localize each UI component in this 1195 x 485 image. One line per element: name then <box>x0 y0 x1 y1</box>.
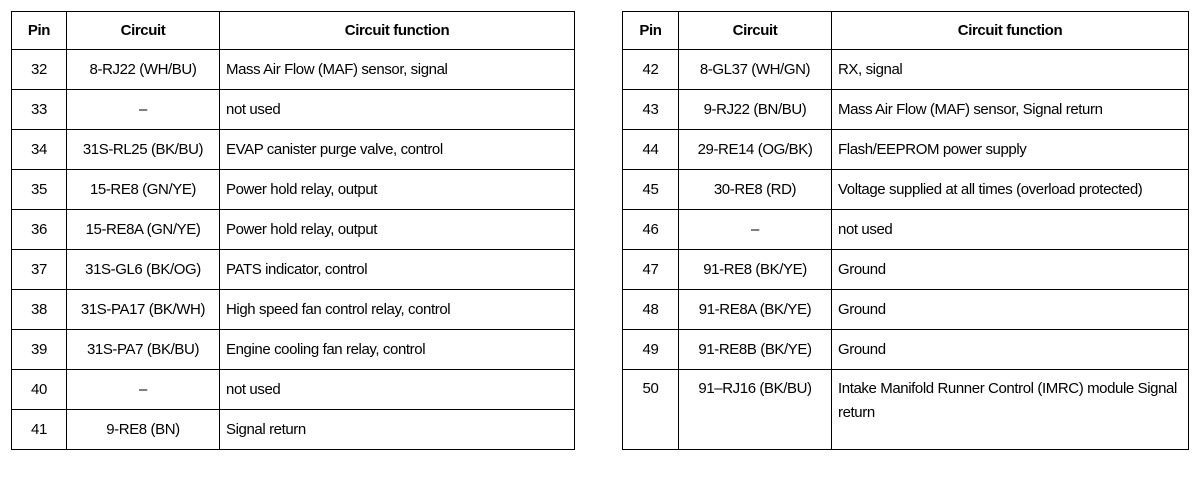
function-cell: not used <box>220 370 575 410</box>
pin-cell: 38 <box>12 290 67 330</box>
pin-cell: 46 <box>623 210 679 250</box>
header-pin: Pin <box>623 12 679 50</box>
function-cell: Signal return <box>220 410 575 450</box>
pin-cell: 41 <box>12 410 67 450</box>
table-row <box>12 50 575 90</box>
pin-cell: 47 <box>623 250 679 290</box>
table-row <box>12 210 575 250</box>
circuit-cell: 9-RE8 (BN) <box>67 410 220 450</box>
table-row <box>623 130 1189 170</box>
function-cell: Ground <box>832 290 1189 330</box>
function-cell: not used <box>832 210 1189 250</box>
pin-cell: 48 <box>623 290 679 330</box>
function-cell: EVAP canister purge valve, control <box>220 130 575 170</box>
pin-cell: 35 <box>12 170 67 210</box>
function-cell: Mass Air Flow (MAF) sensor, Signal return <box>832 90 1189 130</box>
function-cell: Intake Manifold Runner Control (IMRC) module Signal return <box>832 370 1189 450</box>
pin-cell: 37 <box>12 250 67 290</box>
table-row <box>12 170 575 210</box>
function-cell: Ground <box>832 330 1189 370</box>
circuit-cell: 91-RE8A (BK/YE) <box>679 290 832 330</box>
function-cell: Power hold relay, output <box>220 170 575 210</box>
table-row <box>12 130 575 170</box>
circuit-cell: 31S-PA17 (BK/WH) <box>67 290 220 330</box>
circuit-cell: – <box>67 90 220 130</box>
table-row <box>12 410 575 450</box>
pin-cell: 36 <box>12 210 67 250</box>
circuit-cell: 91–RJ16 (BK/BU) <box>679 370 832 450</box>
circuit-cell: 9-RJ22 (BN/BU) <box>679 90 832 130</box>
table-row <box>623 210 1189 250</box>
table-row <box>623 290 1189 330</box>
pin-cell: 34 <box>12 130 67 170</box>
pin-cell: 50 <box>623 370 679 450</box>
pin-cell: 39 <box>12 330 67 370</box>
table-row <box>623 330 1189 370</box>
function-cell: RX, signal <box>832 50 1189 90</box>
table-header-row <box>623 12 1189 50</box>
table-row <box>623 250 1189 290</box>
function-cell: Engine cooling fan relay, control <box>220 330 575 370</box>
circuit-cell: – <box>679 210 832 250</box>
circuit-cell: 91-RE8 (BK/YE) <box>679 250 832 290</box>
table-row <box>12 90 575 130</box>
function-cell: High speed fan control relay, control <box>220 290 575 330</box>
function-cell: Mass Air Flow (MAF) sensor, signal <box>220 50 575 90</box>
header-circuit: Circuit <box>679 12 832 50</box>
header-function: Circuit function <box>832 12 1189 50</box>
header-pin: Pin <box>12 12 67 50</box>
pin-cell: 42 <box>623 50 679 90</box>
function-cell: Power hold relay, output <box>220 210 575 250</box>
circuit-cell: 31S-PA7 (BK/BU) <box>67 330 220 370</box>
function-cell: Flash/EEPROM power supply <box>832 130 1189 170</box>
function-cell: PATS indicator, control <box>220 250 575 290</box>
table-row <box>12 370 575 410</box>
table-row <box>623 170 1189 210</box>
pin-table-right <box>622 11 1189 450</box>
circuit-cell: 15-RE8A (GN/YE) <box>67 210 220 250</box>
table-row <box>12 250 575 290</box>
pin-cell: 43 <box>623 90 679 130</box>
circuit-cell: 30-RE8 (RD) <box>679 170 832 210</box>
function-cell: Voltage supplied at all times (overload protected) <box>832 170 1189 210</box>
function-cell: Ground <box>832 250 1189 290</box>
circuit-cell: 15-RE8 (GN/YE) <box>67 170 220 210</box>
circuit-cell: 29-RE14 (OG/BK) <box>679 130 832 170</box>
table-header-row <box>12 12 575 50</box>
pin-cell: 44 <box>623 130 679 170</box>
circuit-cell: 31S-RL25 (BK/BU) <box>67 130 220 170</box>
circuit-cell: 8-GL37 (WH/GN) <box>679 50 832 90</box>
circuit-cell: – <box>67 370 220 410</box>
table-row <box>12 290 575 330</box>
pin-cell: 33 <box>12 90 67 130</box>
circuit-cell: 91-RE8B (BK/YE) <box>679 330 832 370</box>
header-circuit: Circuit <box>67 12 220 50</box>
pin-cell: 32 <box>12 50 67 90</box>
table-row <box>623 50 1189 90</box>
circuit-cell: 8-RJ22 (WH/BU) <box>67 50 220 90</box>
pin-cell: 49 <box>623 330 679 370</box>
table-row <box>623 370 1189 450</box>
table-row <box>623 90 1189 130</box>
pin-table-left <box>11 11 575 450</box>
circuit-cell: 31S-GL6 (BK/OG) <box>67 250 220 290</box>
pin-cell: 45 <box>623 170 679 210</box>
header-function: Circuit function <box>220 12 575 50</box>
function-cell: not used <box>220 90 575 130</box>
table-row <box>12 330 575 370</box>
pin-cell: 40 <box>12 370 67 410</box>
